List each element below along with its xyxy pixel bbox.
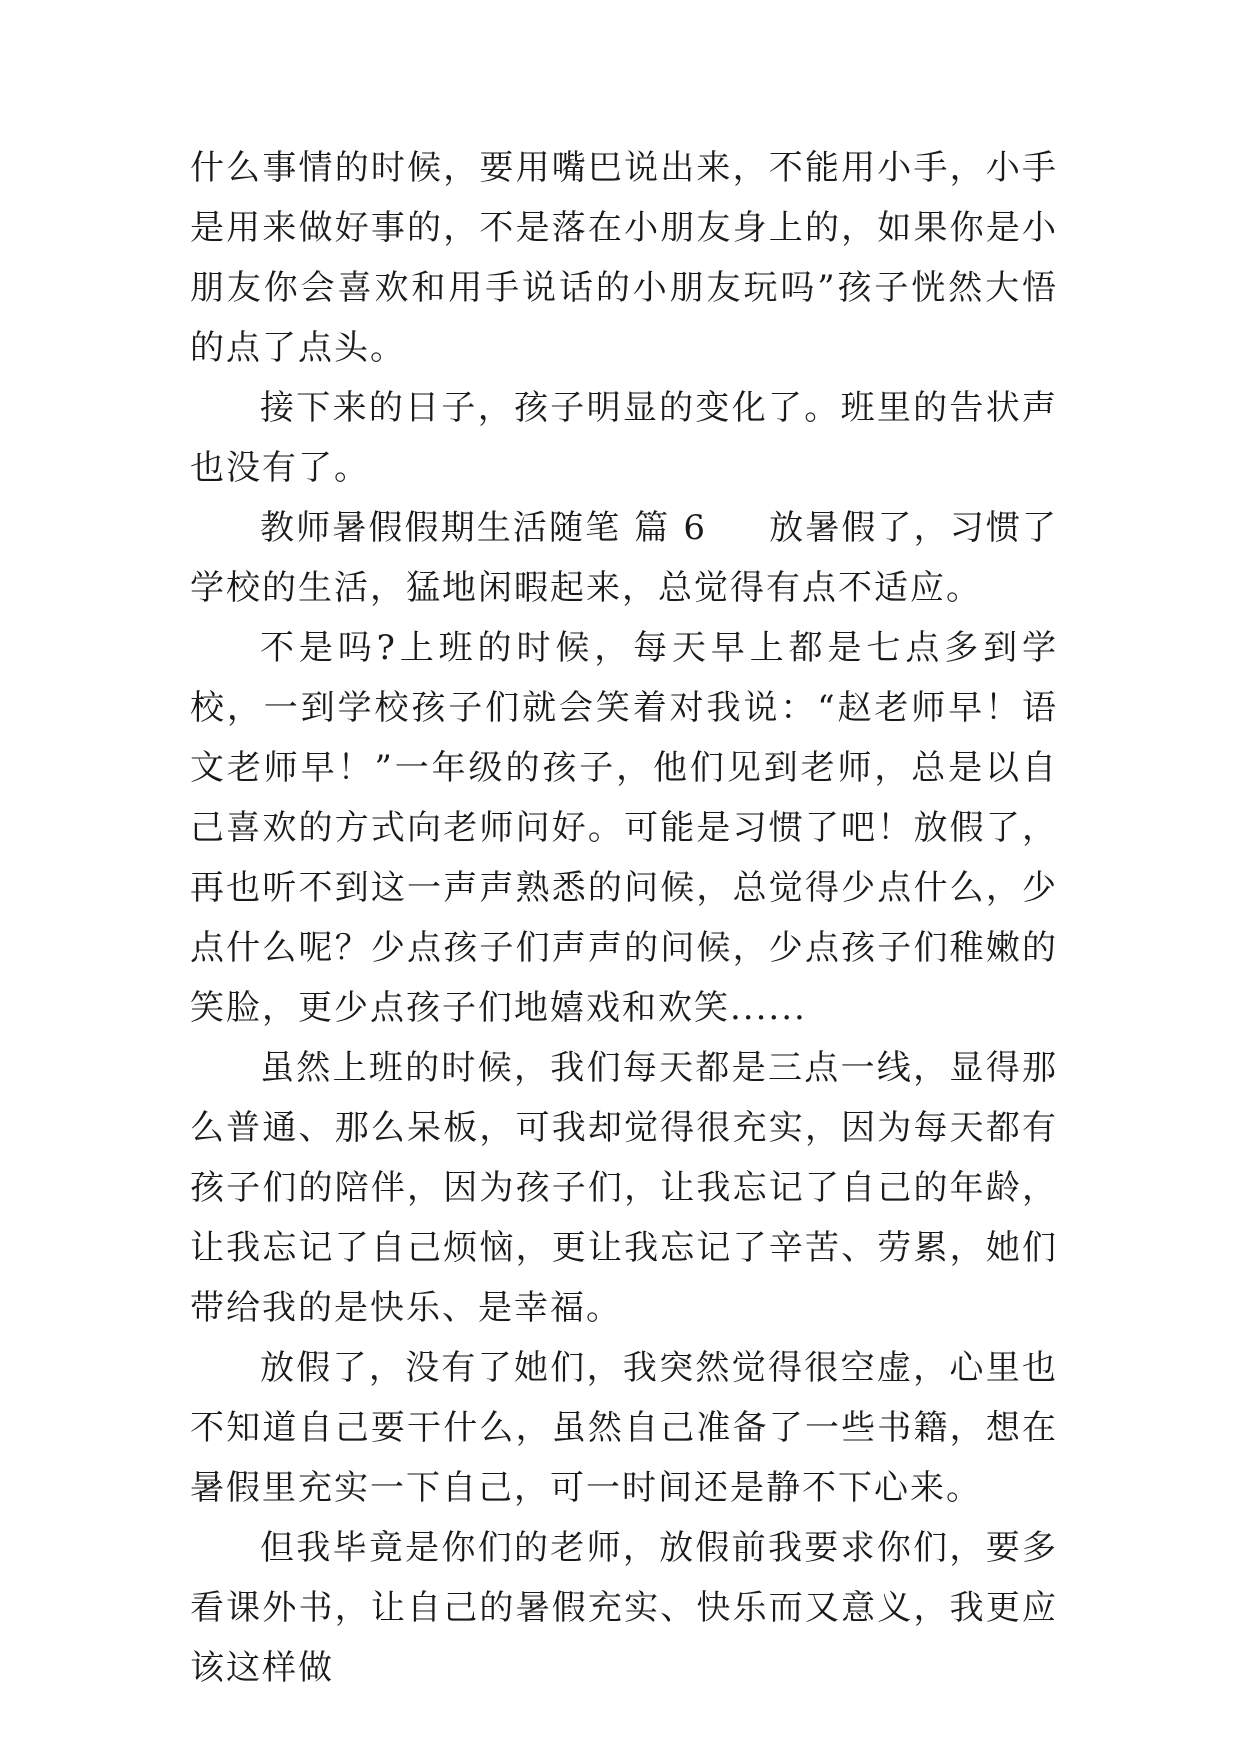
paragraph-3: 不是吗?上班的时候，每天早上都是七点多到学校，一到学校孩子们就会笑着对我说：“赵老师早！语文老师早！”一年级的孩子，他们见到老师，总是以自己喜欢的方式向老师问好。可能是习惯了吧！放假了，再也听不到这一声声熟悉的问候，总觉得少点什么，少点什么呢？少点孩子们声声的问候，少点孩子们稚嫩的笑脸，更少点孩子们地嬉戏和欢笑...... — [190, 628, 1058, 1028]
paragraph-2: 接下来的日子，孩子明显的变化了。班里的告状声也没有了。 — [190, 388, 1058, 488]
paragraph-4: 虽然上班的时候，我们每天都是三点一线，显得那么普通、那么呆板，可我却觉得很充实，因为每天都有孩子们的陪伴，因为孩子们，让我忘记了自己的年龄，让我忘记了自己烦恼，更让我忘记了辛苦、劳累，她们带给我的是快乐、是幸福。 — [190, 1048, 1058, 1328]
section-paragraph — [190, 498, 1058, 618]
body-text — [190, 138, 1058, 1698]
section-first-paragraph: 放暑假了，习惯了学校的生活，猛地闲暇起来，总觉得有点不适应。 — [190, 508, 1059, 608]
paragraph-1: 什么事情的时候，要用嘴巴说出来，不能用小手，小手是用来做好事的，不是落在小朋友身上的，如果你是小朋友你会喜欢和用手说话的小朋友玩吗”孩子恍然大悟的点了点头。 — [190, 148, 1058, 368]
paragraph-6: 但我毕竟是你们的老师，放假前我要求你们，要多看课外书，让自己的暑假充实、快乐而又意义，我更应该这样做 — [190, 1528, 1058, 1688]
section-heading: 教师暑假假期生活随笔 篇 6 — [260, 508, 707, 548]
paragraph-5: 放假了，没有了她们，我突然觉得很空虚，心里也不知道自己要干什么，虽然自己准备了一些书籍，想在暑假里充实一下自己，可一时间还是静不下心来。 — [190, 1348, 1058, 1508]
